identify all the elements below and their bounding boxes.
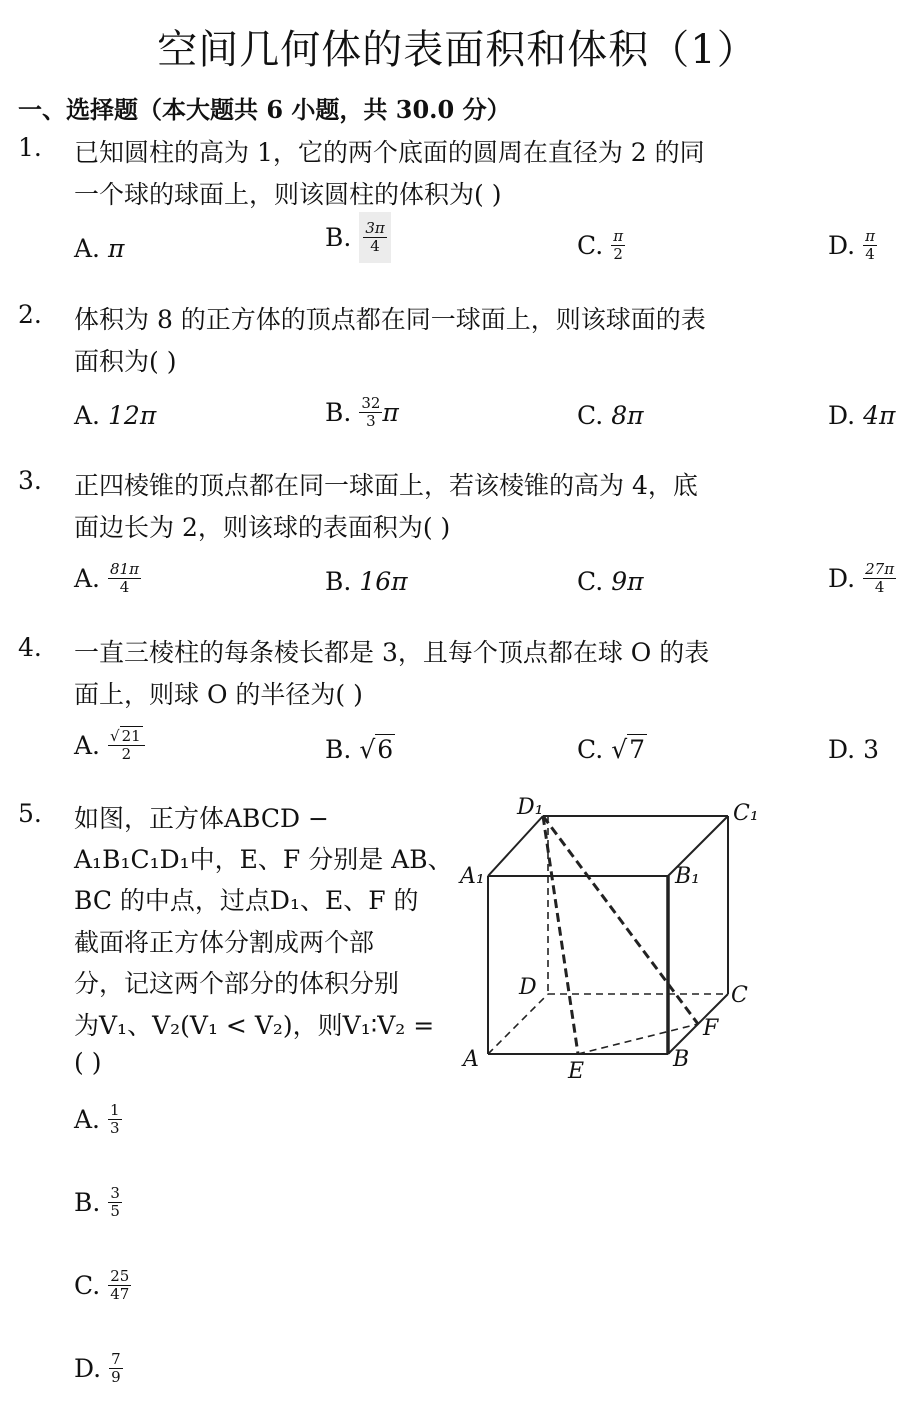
edge-a1d1	[488, 816, 543, 876]
option-label: D.	[828, 231, 856, 260]
question-number: 3.	[18, 466, 42, 495]
question-text: 截面将正方体分割成两个部	[74, 928, 375, 957]
radicand: 21	[121, 727, 141, 745]
option-d[interactable]	[828, 561, 896, 596]
fraction	[108, 728, 145, 763]
option-value: 3	[863, 735, 880, 764]
fraction-numerator: 1	[110, 1101, 120, 1119]
fraction-numerator	[108, 728, 145, 746]
question-text: BC 的中点，过点D₁、E、F 的	[74, 886, 419, 915]
option-c[interactable]	[577, 401, 644, 430]
sqrt-sign: √ 21	[110, 727, 141, 745]
option-label: B.	[325, 398, 352, 427]
option-label: D.	[828, 401, 856, 430]
radicand: 7	[629, 735, 646, 764]
question-number: 1.	[18, 133, 42, 162]
option-label: A.	[74, 564, 101, 593]
edge-ad	[488, 994, 548, 1054]
fraction-denominator: 4	[119, 578, 130, 596]
question-text: A₁B₁C₁D₁中，E、F 分别是 AB、	[74, 845, 453, 874]
section-heading: 一、选择题（本大题共 6 小题，共 30.0 分）	[18, 95, 511, 124]
fraction-numerator: π	[613, 227, 624, 245]
option-c[interactable]	[577, 735, 647, 764]
fraction	[108, 1185, 122, 1220]
radicand: 6	[377, 735, 394, 764]
fraction	[863, 561, 896, 596]
option-value: 9π	[611, 567, 644, 596]
section-d1f	[543, 816, 698, 1024]
question-text: 体积为 8 的正方体的顶点都在同一球面上，则该球面的表	[74, 305, 706, 334]
fraction-denominator: 9	[111, 1368, 121, 1386]
option-b[interactable]	[325, 567, 408, 596]
option-a[interactable]	[74, 234, 124, 263]
fraction-numerator: 7	[111, 1350, 121, 1368]
fraction-denominator: 2	[613, 245, 623, 263]
fraction	[611, 228, 625, 263]
label-f: F	[703, 1016, 719, 1041]
question-number: 5.	[18, 799, 42, 828]
option-value: 4π	[863, 401, 896, 430]
option-label: B.	[74, 1188, 101, 1217]
option-a[interactable]	[74, 728, 145, 763]
option-c[interactable]	[577, 567, 644, 596]
fraction-numerator: 81π	[110, 560, 139, 578]
cube-diagram	[455, 790, 765, 1090]
option-a[interactable]	[74, 561, 141, 596]
option-c[interactable]	[74, 1268, 131, 1303]
fraction	[108, 1102, 122, 1137]
option-label: D.	[74, 1354, 102, 1383]
option-value: π	[382, 398, 399, 427]
option-b[interactable]	[325, 395, 399, 430]
option-value: 8π	[611, 401, 644, 430]
option-label: B.	[325, 223, 352, 252]
label-d: D	[519, 975, 537, 1000]
option-b[interactable]	[325, 735, 395, 764]
label-a: A	[463, 1047, 479, 1072]
fraction	[359, 395, 382, 430]
question-text: 面上，则球 O 的半径为( )	[74, 680, 363, 709]
cube-figure	[455, 790, 765, 1094]
fraction-numerator: 3π	[365, 219, 385, 237]
fraction-numerator: 25	[110, 1267, 130, 1285]
option-value: 16π	[359, 567, 408, 596]
fraction-numerator: 32	[361, 394, 381, 412]
option-b[interactable]	[74, 1185, 122, 1220]
question-text: 如图，正方体ABCD −	[74, 804, 329, 833]
fraction-denominator: 47	[110, 1285, 130, 1303]
option-d[interactable]	[828, 401, 895, 430]
fraction-numerator: 27π	[865, 560, 895, 578]
fraction-denominator: 3	[110, 1119, 120, 1137]
fraction	[359, 212, 390, 263]
question-text: 面积为( )	[74, 347, 177, 376]
label-b1: B₁	[675, 864, 700, 889]
fraction-denominator: 4	[874, 578, 885, 596]
option-label: A.	[74, 1105, 101, 1134]
option-label: A.	[74, 731, 101, 760]
question-text: 一直三棱柱的每条棱长都是 3，且每个顶点都在球 O 的表	[74, 638, 710, 667]
question-number: 2.	[18, 300, 42, 329]
label-e: E	[568, 1059, 585, 1084]
option-d[interactable]	[828, 735, 879, 764]
question-text: 分，记这两个部分的体积分别	[74, 969, 400, 998]
fraction-numerator: 3	[110, 1184, 120, 1202]
question-text: 已知圆柱的高为 1，它的两个底面的圆周在直径为 2 的同	[74, 138, 705, 167]
option-d[interactable]	[828, 228, 877, 263]
fraction	[863, 228, 877, 263]
option-label: C.	[577, 567, 604, 596]
option-b[interactable]	[325, 212, 391, 263]
fraction	[108, 1268, 131, 1303]
option-label: C.	[74, 1271, 101, 1300]
sqrt-sign: √7	[611, 735, 646, 764]
option-c[interactable]	[577, 228, 625, 263]
question-text: 一个球的球面上，则该圆柱的体积为( )	[74, 180, 502, 209]
option-value: 12π	[108, 401, 157, 430]
option-a[interactable]	[74, 1102, 122, 1137]
option-d[interactable]	[74, 1351, 123, 1386]
fraction-numerator: π	[865, 227, 875, 245]
option-label: A.	[74, 234, 101, 263]
fraction	[108, 561, 141, 596]
option-value: π	[108, 234, 125, 263]
option-label: A.	[74, 401, 101, 430]
question-text: ( )	[74, 1048, 102, 1077]
label-b: B	[673, 1047, 690, 1072]
option-label: D.	[828, 735, 856, 764]
option-a[interactable]	[74, 401, 156, 430]
option-label: C.	[577, 401, 604, 430]
fraction	[109, 1351, 123, 1386]
sqrt-sign: √6	[359, 735, 394, 764]
label-c1: C₁	[733, 801, 759, 826]
fraction-denominator: 5	[110, 1202, 120, 1220]
label-a1: A₁	[460, 864, 485, 889]
option-label: C.	[577, 231, 604, 260]
option-label: C.	[577, 735, 604, 764]
question-text: 为V₁、V₂(V₁ < V₂)，则V₁∶V₂ =	[74, 1011, 435, 1040]
fraction-denominator: 4	[865, 245, 875, 263]
fraction-denominator: 3	[366, 412, 376, 430]
option-label: D.	[828, 564, 856, 593]
label-c: C	[731, 983, 748, 1008]
page-title: 空间几何体的表面积和体积（1）	[157, 27, 758, 73]
fraction-denominator: 4	[370, 237, 380, 255]
fraction-denominator: 2	[121, 745, 132, 763]
option-label: B.	[325, 567, 352, 596]
section-d1e	[543, 816, 578, 1054]
label-d1: D₁	[517, 795, 544, 820]
question-text: 面边长为 2，则该球的表面积为( )	[74, 513, 451, 542]
question-text: 正四棱锥的顶点都在同一球面上，若该棱锥的高为 4，底	[74, 471, 698, 500]
question-number: 4.	[18, 633, 42, 662]
option-label: B.	[325, 735, 352, 764]
